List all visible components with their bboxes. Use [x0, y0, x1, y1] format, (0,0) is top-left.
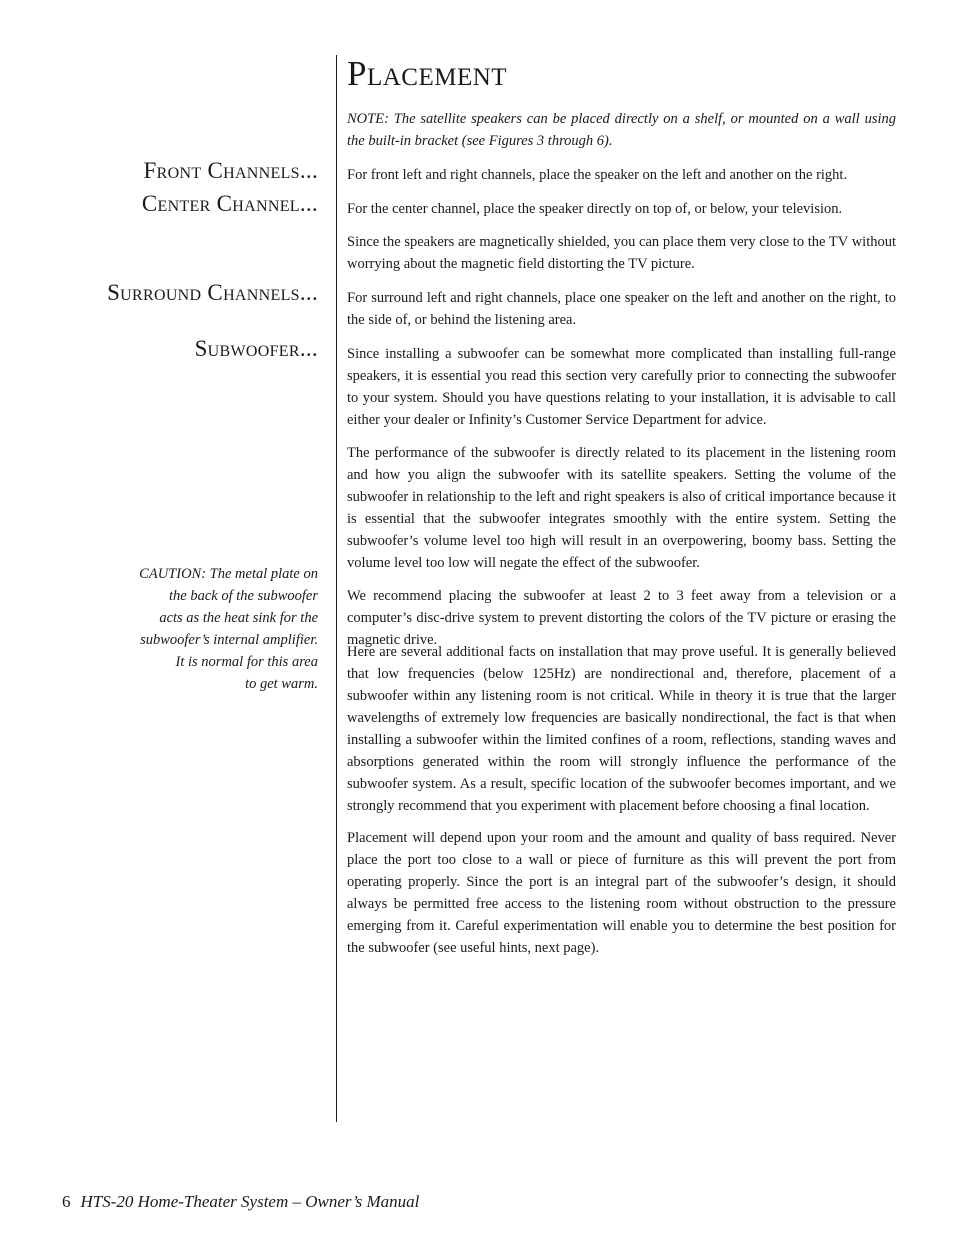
caution-line: CAUTION: The metal plate on	[139, 566, 318, 582]
caution-line: acts as the heat sink for the	[159, 610, 318, 626]
caution-line: subwoofer’s internal amplifier.	[140, 632, 318, 648]
column-divider	[336, 55, 337, 1122]
subwoofer-distance-paragraph: We recommend placing the subwoofer at least 2 to 3 feet away from a television or a computer’s disc-drive system to prevent distorting the colors of the TV picture or erasing the magnetic drive.	[347, 588, 896, 648]
heading-front-channels: Front Channels...	[143, 158, 318, 183]
heading-subwoofer: Subwoofer...	[194, 336, 318, 361]
heading-center-channel: Center Channel...	[141, 191, 318, 216]
center-channel-paragraph: For the center channel, place the speaker directly on top of, or below, your television.	[347, 201, 843, 217]
port-placement-paragraph: Placement will depend upon your room and the amount and quality of bass required. Never place the port too close to a wall or piece of furniture as this will prevent the port from operating properly. Since the port is an integral part of the subwoofer’s design, it should always be permitted free access to the listening room without obstruction to the pressure emerging from it. Careful experimentation will enable you to determine the best position for the subwoofer (see useful hints, next page).	[347, 830, 896, 956]
surround-channels-paragraph: For surround left and right channels, place one speaker on the left and another on the right, to the side of, or behind the listening area.	[347, 290, 896, 328]
shielding-paragraph: Since the speakers are magnetically shielded, you can place them very close to the TV without worrying about the magnetic field distorting the TV picture.	[347, 234, 896, 272]
caution-line: It is normal for this area	[175, 654, 318, 670]
installation-facts-paragraph: Here are several additional facts on installation that may prove useful. It is generally believed that low frequencies (below 125Hz) are nondirectional and, therefore, placement of a subwoofer within any listening room is not critical. While in theory it is true that the larger wavelengths of extremely low frequencies are basically nondirectional, the fact is that when installing a subwoofer within the limited confines of a room, reflections, standing waves and absorptions generated within the room will strongly influence the performance of the subwoofer system. As a result, specific location of the subwoofer becomes important, and we strongly recommend that you experiment with placement before choosing a final location.	[347, 644, 896, 814]
front-channels-paragraph: For front left and right channels, place the speaker on the left and another on the right.	[347, 167, 848, 183]
caution-note	[78, 563, 318, 695]
footer-title: HTS-20 Home-Theater System – Owner’s Manual	[80, 1192, 420, 1211]
note-paragraph: NOTE: The satellite speakers can be placed directly on a shelf, or mounted on a wall using the built-in bracket (see Figures 3 through 6).	[347, 111, 896, 149]
page-number: 6	[62, 1192, 71, 1211]
page-footer	[62, 1190, 419, 1214]
subwoofer-performance-paragraph: The performance of the subwoofer is directly related to its placement in the listening room and how you align the subwoofer with its satellite speakers. Setting the volume of the subwoofer in relationship to the left and right speakers is also of critical importance because it is essential that the subwoofer integrates smoothly with the entire system. Setting the subwoofer’s volume level too high will result in an overpowering, boomy bass. Setting the volume level too low will negate the effect of the subwoofer.	[347, 445, 896, 571]
caution-line: the back of the subwoofer	[168, 588, 318, 604]
caution-line: to get warm.	[245, 676, 318, 692]
subwoofer-intro-paragraph: Since installing a subwoofer can be somewhat more complicated than installing full-range speakers, it is essential you read this section very carefully prior to connecting the subwoofer to your system. Should you have questions relating to your installation, it is advisable to call either your dealer or Infinity’s Customer Service Department for advice.	[347, 346, 896, 428]
page-title: Placement	[347, 54, 508, 93]
heading-surround-channels: Surround Channels...	[107, 280, 318, 305]
